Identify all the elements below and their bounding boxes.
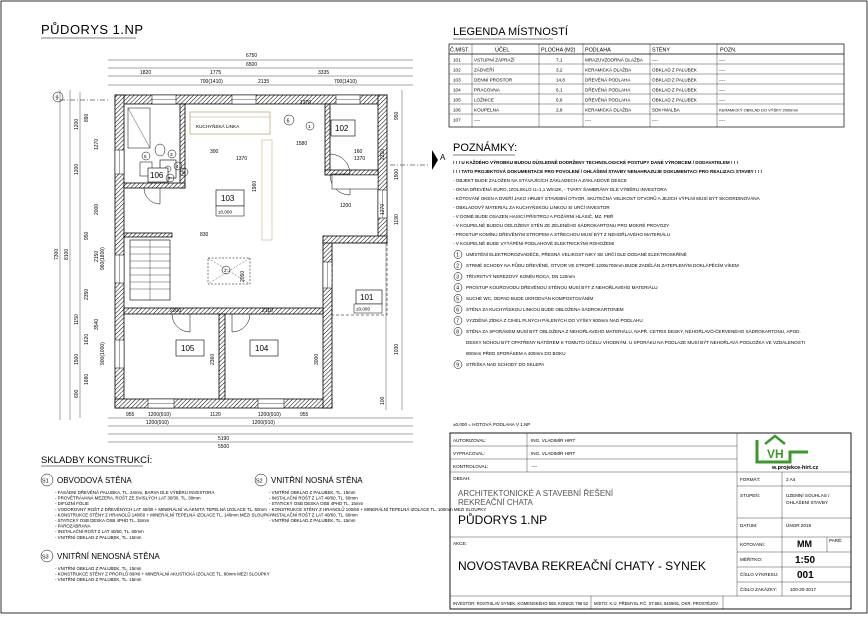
tb-obsah-line2: REKREAČNÍ CHATA: [458, 498, 533, 507]
s2-line: - VNITŘNÍ OBKLAD Z PALUBEK, TL. 15mm: [269, 490, 356, 495]
legend-cell-num: 101: [453, 57, 461, 63]
legend-cell-floor: KERAMICKÁ DLAŽBA: [585, 107, 632, 113]
s1-line: - FASÁDNÍ DŘEVĚNÁ PALUBKA, TL. 24mm, BARVA DLE VÝBĚRU INVESTORA: [55, 490, 215, 495]
s1-line: - PAROZÁBRANA: [55, 523, 91, 529]
legend-cell-purpose: VSTUPNÍ ZÁPRAŽÍ: [474, 57, 515, 63]
dim-left-2150: 2150: [94, 250, 100, 262]
dim-right-1500: 1500: [394, 168, 400, 180]
callout-6: 6: [286, 118, 290, 125]
wall-bedrooms-top: [124, 308, 323, 314]
callout-5: 5: [144, 154, 147, 159]
dim-left-8100: 8100: [64, 248, 70, 260]
legend-cell-walls: ----: [652, 117, 659, 123]
s3-name: VNITŘNÍ NENOSNÁ STĚNA: [57, 552, 160, 561]
legend-cell-note: ----: [719, 67, 726, 73]
callout-4: 4: [176, 164, 179, 169]
legend-cell-num: 105: [453, 97, 461, 103]
legend-cell-num: 107: [453, 117, 461, 123]
note-number: 1: [456, 252, 459, 259]
callout-8: 8: [182, 170, 185, 175]
dim-left-950: 950: [84, 231, 90, 240]
legend-cell-area: 14,8: [556, 77, 565, 83]
dim-left-960: 960(1800): [100, 247, 106, 270]
dim-left-2350: 2350: [84, 288, 90, 300]
dim-inner-1200: 1200: [340, 203, 352, 209]
legend-cell-num: 104: [453, 87, 461, 93]
s2-line: - STATICKÝ OSB DESKA OSB 4PHD TL. 15mm: [269, 501, 364, 507]
legend-cell-walls: OBKLAD Z PALUBEK: [652, 87, 697, 93]
note-item: - KÓTOVÁNÍ OKEN A DVEŘÍ JAKO HRUBÝ STAVEBNÍ OTVOR, SKUTEČNÁ VELIKOST OTVORŮ A JEJICH VÝPLNÍ MUSÍ BÝT SKOORDINOVÁNA: [453, 196, 760, 201]
tb-vypr-label: VYPRACOVAL:: [453, 451, 486, 456]
s3-label: S3: [42, 554, 49, 561]
s2-line: - INSTALAČNÍ ROŠT Z LAT 40/60, TL. 60mm: [269, 495, 358, 501]
dim-inner-300: 300: [210, 149, 219, 155]
legend-cell-purpose: ZÁDVEŘÍ: [474, 67, 494, 73]
room-106-label: 106: [150, 171, 164, 180]
tb-vypr-value: ING. VLADIMÍR HIRT: [531, 451, 576, 456]
s1-label: S1: [42, 478, 49, 485]
wall-right-upper: [378, 95, 387, 243]
dim-bot-1200-d: 1200(910): [252, 420, 275, 426]
legend-cell-floor: DŘEVĚNÁ PODLAHA: [585, 87, 631, 93]
legend-cell-floor: KERAMICKÁ DLAŽBA: [585, 67, 632, 73]
note-numbered-text: TŘÍVRSTVÝ NEREZOVÝ KOMÍN ROCA, DN 120mm: [466, 274, 575, 279]
s2-line: - INSTALAČNÍ ROŠT Z LAT 40/60, TL. 60mm: [269, 512, 358, 518]
note-number: 3: [456, 274, 459, 281]
s1-line: - VODOROVNÝ ROŠT Z DŘEVĚNÝCH LAT 40/60 + MINERÁLNÍ VLÁKNITÁ TEPELNÁ IZOLACE TL. 60mm: [55, 506, 267, 512]
legend-cell-area: 2,8: [556, 107, 563, 113]
legend-cell-purpose: KOUPELNA: [474, 107, 500, 113]
s3-line: - VNITŘNÍ OBKLAD Z PALUBEK, TL. 15mm: [55, 566, 142, 571]
dim-bot-2110: 2110: [262, 308, 273, 314]
note-number: 8: [456, 329, 459, 336]
legend-col-note: POZN.: [720, 47, 737, 54]
note-number: 9: [456, 362, 459, 369]
tb-stupen-value1: UZEMNÍ SOUHLAS /: [786, 493, 830, 498]
s2-name: VNITŘNÍ NOSNÁ STĚNA: [271, 476, 363, 485]
s2-line: - VNITŘNÍ OBKLAD Z PALUBEK, TL. 15mm: [269, 518, 356, 523]
note-number: 6: [456, 307, 459, 314]
dim-bot-955-a: 955: [126, 412, 135, 418]
wall-vestibule-left: [325, 104, 330, 174]
legend-cell-floor: MRAZUVZDORNÁ DLAŽBA: [585, 57, 643, 63]
legend-cell-walls: SDK+MALBA: [652, 107, 680, 113]
room-103-label: 103: [221, 194, 235, 203]
legend-cell-area: 3,2: [556, 67, 563, 73]
tb-obsah-label: OBSAH:: [453, 476, 471, 481]
dim-left-1200-a: 1200: [74, 118, 80, 130]
kitchen-side: [262, 140, 272, 240]
dim-right-100: 100: [380, 396, 386, 405]
note-item: ! ! ! TATO PROJEKTOVÁ DOKUMENTACE PRO POVOLENÍ / OHLÁŠENÍ STAVBY NENAHRAZUJE DOKUMENTACI PRO REALIZACI STAVBY ! ! !: [453, 169, 763, 174]
dim-inner-1370: 1370: [354, 156, 366, 162]
wall-stair-top: [124, 233, 172, 237]
legend-cell-purpose: ----: [474, 117, 481, 123]
s1-line: - STATICKÝ OSB DESKA OSB 4PHD TL. 15mm: [55, 518, 150, 523]
legend-col-purpose: ÚČEL: [495, 47, 510, 54]
tb-stupen-value2: OHLÁŠENÍ STAVBY: [786, 500, 828, 505]
tb-cislo-value: 001: [797, 570, 814, 581]
dim-inner-1370b: 1370: [236, 156, 248, 162]
note-numbered-text: SUCHÉ WC, ODPAD BUDE UKRODVÁN KOMPOSTOVÁNÍM: [466, 296, 594, 301]
dim-top-1775: 1775: [210, 70, 222, 76]
kitchen-label: KUCHYŇSKÁ LINKA: [196, 124, 240, 129]
note-numbered-text: STŘÍŠKA NAD SCHODY DO SKLEPA: [466, 362, 545, 367]
dim-top-700-b: 700(1410): [334, 79, 357, 85]
dim-inner-2050: 2050: [240, 270, 246, 282]
legend-cell-note: ----: [719, 87, 726, 93]
dim-left-1200-b: 1200: [74, 163, 80, 175]
note-numbered-text: STRMÉ SCHODY NA PŮDU DŘEVĚNÉ, OTVOR VE STROPĚ 1200x700mm BUDE ZADĚLÁN ZATEPLENÝM DOKLÁPĚCÍM VÍKEM: [466, 263, 739, 268]
dim-bot-5190: 5190: [218, 436, 230, 442]
note-numbered-text: 800mm PŘED SPORÁKEM A 400mm DO BOKU: [466, 351, 566, 356]
tb-format-label: FORMÁT:: [740, 477, 761, 482]
dim-left-2000: 2000: [94, 203, 100, 215]
callout-9: 9: [55, 95, 59, 102]
note-item: - V DOMĚ BUDE OSAZEN HASICÍ PŘÍSTROJ A POŽÁRNÍ HLÁSIČ, MZ. PBŘ: [453, 214, 614, 219]
note-numbered-text: DESKY NOHOU BÝT OPATŘENY NÁTĚREM K TOMUTO ÚČELU VHODNÝM. U SPORÁKU NA PODLAZE MUSÍ BÝT NEHOŘLAVÁ PODLOŽKA VE VZDÁLENOSTI: [466, 340, 805, 345]
section-mark: A: [440, 153, 446, 162]
legend-cell-num: 103: [453, 77, 461, 83]
dim-top-3335: 3335: [318, 70, 330, 76]
legend-cell-floor: DŘEVĚNÁ PODLAHA: [585, 97, 631, 103]
dim-inner-1960: 1960: [252, 180, 258, 192]
dim-inner-830: 830: [200, 232, 209, 238]
legend-cell-num: 102: [453, 67, 461, 73]
dim-top-6500: 6500: [246, 62, 258, 68]
legend-cell-num: 106: [453, 107, 461, 113]
note-number: 4: [456, 285, 459, 292]
dim-right-1190: 1190: [394, 214, 400, 225]
dim-bot-1120: 1120: [210, 412, 221, 418]
dim-bot-1200-a: 1200(910): [148, 412, 171, 418]
room-102-label: 102: [335, 124, 349, 133]
s2-line: - KONSTRUKCE STĚNY Z HRANOLŮ 100/60 + MINERÁLNÍ TEPELNÁ IZOLACE TL. 100mm MEZI SLOUPKY: [269, 506, 487, 512]
dim-left-1500: 1500: [74, 353, 80, 365]
room-104-label: 104: [255, 344, 269, 353]
dim-left-900: 900(1000): [100, 342, 106, 365]
legend-cell-note: ----: [719, 77, 726, 83]
tb-stupen-label: STUPEŇ:: [740, 493, 760, 498]
dim-right-950: 950: [394, 111, 400, 120]
note-numbered-text: PROSTUP KOUŘOVODU DŘEVĚNOU STĚNOU MUSÍ BÝT Z NEHOŘLAVÉHO MATERIÁLU: [466, 285, 658, 290]
wall-bedrooms-divider: [219, 314, 225, 399]
note-item: - OKNA DŘEVĚNÁ EURO, IZOLSKLO U=1,1 W/m2K, - TVARY ŠAMBRÁNY DLE VÝBĚRU INVESTORA: [453, 187, 667, 192]
legend-cell-area: 6,1: [556, 87, 563, 93]
callout-3: 3: [170, 152, 173, 157]
dim-right-1030: 1030: [394, 343, 400, 355]
legend-cell-floor: ----: [585, 117, 592, 123]
legend-cell-walls: OBKLAD Z PALUBEK: [652, 67, 697, 73]
dim-left-890: 890: [84, 113, 90, 122]
tb-zak-value: 100-20-2017: [790, 587, 817, 592]
tb-kot-value: MM: [797, 539, 812, 549]
dim-left-1150: 1150: [74, 314, 80, 325]
s1-line: - INSTALAČNÍ ROŠT Z LAT 40/60, TL. 60mm: [55, 529, 144, 535]
tb-merit-label: MĚŘÍTKO:: [740, 557, 763, 562]
dim-top-2135: 2135: [258, 79, 270, 85]
dim-right-2310: 2310: [380, 148, 386, 160]
dim-bot-2300: 2300: [170, 308, 182, 314]
room-101-label: 101: [360, 293, 374, 302]
tb-pare-label: PARÉ:: [829, 538, 843, 543]
note-item: - OBKLADOVÝ MATERIÁL ZA KUCHYŇSKOU LINKOU SI URČÍ INVESTOR: [453, 205, 610, 210]
tb-misto: MÍSTO: K.Ú. PŘEMYSL P.Č. ST.884, 5409/61, OKR. PROSTĚJOV: [594, 601, 719, 606]
legend-col-num: Č.MÍST.: [450, 47, 470, 54]
legend-col-walls: STĚNY: [652, 47, 670, 54]
legend-cell-floor: DŘEVĚNÁ PODLAHA: [585, 77, 631, 83]
dim-left-3540: 3540: [94, 318, 100, 330]
tb-akce-value: NOVOSTAVBA REKREAČNÍ CHATY - SYNEK: [458, 559, 706, 573]
note-item: - V KOUPELNĚ BUDE VYTÁPĚNÍ PODLAHOVÉ ELEKTRICKÝMI ROHOŽEMI: [453, 241, 615, 246]
note-item: - OBJEKT BUDE ZALOŽEN NA STÁVAJÍCÍCH ZÁKLADECH A ZÁKLADOVÉ DESCE: [453, 178, 627, 183]
note-number: 7: [456, 318, 459, 325]
tb-datum-value: ÚNOR 2018: [786, 523, 812, 528]
note-item: - PROSTUP KOMÍNU DŘEVĚNÝM STROPEM A STŘECHOU MUSÍ BÝT Z NEHOŘLAVÉHO MATERIÁLU: [453, 232, 671, 237]
s1-line: - VNITŘNÍ OBKLAD Z PALUBEK, TL. 15mm: [55, 534, 142, 540]
s2-label: S2: [256, 478, 263, 485]
dim-bot-5500: 5500: [218, 444, 230, 450]
dim-left-1620: 1620: [84, 333, 90, 345]
legend-cell-area: 7,1: [556, 57, 563, 63]
legend-cell-note: ----: [719, 57, 726, 63]
dim-bot-955-b: 955: [300, 412, 309, 418]
legend-cell-area: 6,6: [556, 97, 563, 103]
tb-format-value: 2 A4: [786, 477, 796, 482]
legend-cell-purpose: PRACOVNA: [474, 87, 500, 93]
legend-title: LEGENDA MÍSTNOSTÍ: [453, 26, 568, 38]
legend-cell-note: ----: [719, 97, 726, 103]
note-numbered-text: UMÍSTĚNÍ ELEKTROROZVADĚČE, PŘESNÁ VELIKOST NIKY SE URČÍ DLE DODANÉ ELEKTROSKŘÍNĚ: [466, 252, 687, 257]
wall-bath-bottom: [124, 183, 185, 188]
tb-kot-label: KÓTOVÁNÍ:: [740, 542, 765, 547]
dim-bot-1200-c: 1200(910): [146, 420, 169, 426]
tb-merit-value: 1:50: [795, 555, 816, 566]
dim-inner-1580: 1580: [296, 141, 308, 147]
s3-line: - KONSTRUKCE STĚNY Z PROFILŮ 80/40 + MINERÁLNÍ AKUSTICKÁ IZOLACE TL. 80mm MEZI SLOUPKY: [55, 571, 270, 577]
logo-text: VH: [767, 447, 784, 461]
dim-inner-1270-top: 1270: [300, 100, 312, 106]
level-101: ±0,000: [356, 306, 371, 312]
s1-name: OBVODOVÁ STĚNA: [57, 476, 132, 485]
wall-bath-right: [180, 104, 185, 188]
dim-left-1270: 1270: [94, 138, 100, 150]
note-item: - V KOUPELNĚ BUDOU ODLOŽENY STĚN ZE ZELENÉHO SÁDROKARTONU PRO MOKRÉ PROVOZY: [453, 223, 670, 228]
dim-bot-1200-b: 1200(910): [258, 412, 281, 418]
skladby-title: SKLADBY KONSTRUKCÍ:: [41, 455, 153, 466]
tb-akce-label: AKCE:: [453, 541, 467, 546]
legend-cell-walls: OBKLAD Z PALUBEK: [652, 77, 697, 83]
dim-inner-2360: 2360: [210, 353, 216, 365]
legend-col-area: PLOCHA (M2): [541, 47, 576, 54]
note-item: ! ! ! U KAŽDÉHO VÝROBKU BUDOU DŮSLEDNĚ DODRŽENY TECHNOLOGICKÉ POSTUPY DANÉ VÝROBCEM / DODAVATELEM ! ! !: [453, 160, 739, 165]
tb-obsah-big: PŮDORYS 1.NP: [458, 513, 548, 527]
dim-top-1820: 1820: [140, 70, 152, 76]
note-number: 2: [456, 263, 459, 270]
dim-left-1680: 1680: [84, 373, 90, 385]
tb-datum-label: DATUM:: [740, 523, 758, 528]
wall-step: [323, 236, 387, 243]
legend-cell-purpose: LOŽNICE: [474, 97, 494, 103]
dim-top-total: 6750: [246, 53, 258, 59]
callout-1: 1: [308, 124, 311, 129]
kitchen-counter: [190, 112, 270, 134]
legend-cell-walls: ----: [652, 57, 659, 63]
dim-inner-3000: 3000: [314, 353, 320, 365]
dim-right-1270: 1270: [380, 203, 386, 215]
callout-7: 7: [168, 176, 171, 181]
notes-title: POZNÁMKY:: [453, 142, 518, 154]
logo-web: w.projekce-hirt.cz: [772, 465, 819, 471]
s1-line: - DIFÚZNÍ FÓLIE: [55, 501, 89, 507]
s1-line: - PROVĚTRÁVANÁ MEZERA, ROŠT ZE SVISLÝCH LAT 30/30, TL. 30mm: [55, 495, 201, 501]
tb-autor-value: ING. VLADIMÍR HIRT: [531, 438, 576, 443]
room-105-label: 105: [181, 344, 195, 353]
s1-line: - KONSTRUKCE STĚNY Z HRANOLŮ 140/60 + MINERÁLNÍ TEPELNÁ IZOLACE TL. 140mm MEZI SLOUPKY: [55, 512, 273, 518]
note-numbered-text: STĚNA ZA SPORÁKEM MUSÍ BÝT OBLOŽENA Z NEHOŘLAVÉHO MATERIÁLU, NAPŘ. CETRIS DESKY, NEHOŘLAVÓ-ČERVENÉHO SÁDROKARTONU, APOD.: [466, 329, 801, 334]
tb-autor-label: AUTORIZOVAL:: [453, 438, 487, 443]
legend-cell-walls: OBKLAD Z PALUBEK: [652, 97, 697, 103]
tb-kontr-value: ----: [531, 464, 538, 469]
page-title: PŮDORYS 1.NP: [41, 22, 144, 37]
s3-line: - VNITŘNÍ OBKLAD Z PALUBEK, TL. 15mm: [55, 577, 142, 583]
tb-cislo-label: ČÍSLO VÝKRESU:: [740, 572, 779, 577]
note-numbered-text: STĚNA ZA KUCHYŇSKOU LINKOU BUDE OBLOŽENA SÁDROKARTONEM: [466, 307, 624, 312]
tb-obsah-line1: ARCHITEKTONICKÉ A STAVEBNÍ ŘEŠENÍ: [458, 489, 614, 498]
legend-cell-note: ----: [719, 117, 726, 123]
wall-bottom: [115, 399, 332, 408]
legend-col-floor: PODLAHA: [585, 47, 611, 54]
vestibule-bench: [332, 175, 378, 189]
note-number: 5: [456, 296, 459, 303]
dim-inner-160: 160: [354, 149, 363, 155]
callout-2: 2: [224, 268, 227, 273]
note-numbered-text: VYZDĚNÁ ZÍDKA Z CIHEL PLNÝCH PÁLENÝCH DO VÝŠKY 600mm NAD PODLAHU: [466, 318, 643, 323]
level-103: ±0,000: [218, 209, 233, 215]
legend-cell-purpose: DENNÍ PROSTOR: [474, 77, 513, 83]
dim-top-700-a: 700(1410): [200, 79, 223, 85]
tb-zak-label: ČÍSLO ZAKÁZKY:: [740, 587, 778, 592]
tb-investor: INVESTOR: ROSTISLAV SYNEK, KOMENSKÉHO 508, KONICE 798 52: [453, 601, 589, 606]
dim-left-600: 600: [74, 389, 80, 398]
legend-cell-note: KERAMICKÝ OBKLAD DO VÝŠKY 2000mm: [719, 107, 799, 113]
notes-datum: ±0,000 = HOTOVÁ PODLAHA V 1.NP: [453, 422, 531, 427]
tb-kontr-label: KONTROLOVAL:: [453, 464, 489, 469]
dim-left-7300: 7300: [54, 248, 60, 260]
